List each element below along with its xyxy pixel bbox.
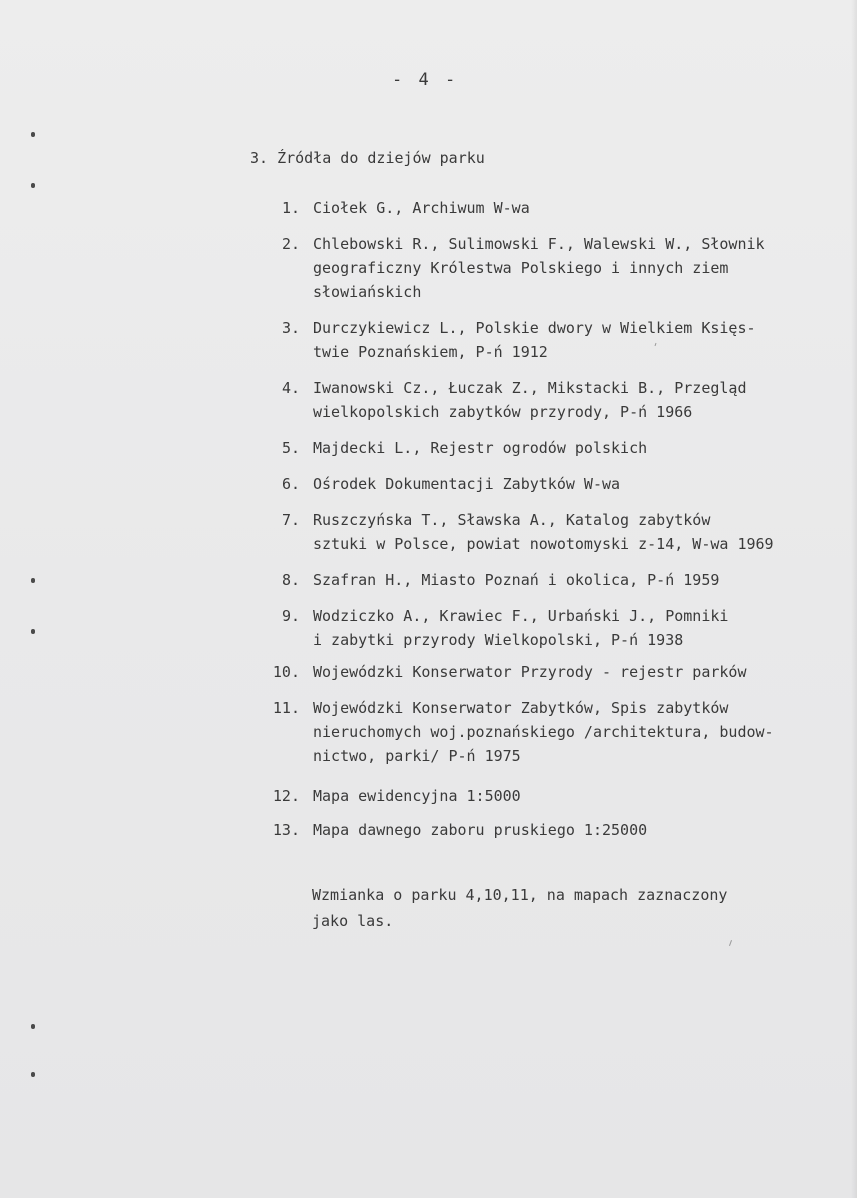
- item-text: [313, 784, 853, 808]
- item-line: Szafran H., Miasto Poznań i okolica, P-ń 1959: [313, 571, 720, 589]
- item-line: twie Poznańskiem, P-ń 1912: [313, 343, 548, 361]
- item-text: [313, 660, 853, 684]
- item-text: [313, 604, 853, 652]
- item-number: 4.: [281, 379, 300, 397]
- item-line: Ośrodek Dokumentacji Zabytków W-wa: [313, 475, 621, 493]
- page-edge-shadow: [851, 0, 857, 1198]
- item-number: 12.: [272, 787, 300, 805]
- item-line: Wojewódzki Konserwator Zabytków, Spis zabytków: [313, 699, 729, 717]
- item-line: sztuki w Polsce, powiat nowotomyski z-14, W-wa 1969: [313, 535, 774, 553]
- binder-hole-mark: [31, 629, 35, 634]
- item-line: wielkopolskich zabytków przyrody, P-ń 1966: [313, 403, 693, 421]
- note-line: jako las.: [312, 912, 394, 930]
- item-line: Wodziczko A., Krawiec F., Urbański J., Pomniki: [313, 607, 729, 625]
- binder-hole-mark: [31, 1024, 35, 1029]
- item-number: 11.: [272, 699, 300, 717]
- binder-hole-mark: [31, 183, 35, 188]
- item-text: [313, 568, 853, 592]
- item-number: 3.: [281, 319, 300, 337]
- item-number: 10.: [272, 663, 300, 681]
- item-line: nictwo, parki/ P-ń 1975: [313, 747, 521, 765]
- binder-hole-mark: [31, 578, 35, 583]
- item-line: Chlebowski R., Sulimowski F., Walewski W., Słownik: [313, 235, 765, 253]
- item-line: Ciołek G., Archiwum W-wa: [313, 199, 530, 217]
- item-text: [313, 818, 853, 842]
- item-line: Wojewódzki Konserwator Przyrody - rejestr parków: [313, 663, 747, 681]
- item-text: [313, 196, 853, 220]
- item-number: 5.: [281, 439, 300, 457]
- item-text: [313, 316, 853, 364]
- item-number: 13.: [272, 821, 300, 839]
- item-line: nieruchomych woj.poznańskiego /architektura, budow-: [313, 723, 774, 741]
- item-line: Mapa ewidencyjna 1:5000: [313, 787, 521, 805]
- binder-hole-mark: [31, 132, 35, 137]
- section-heading: 3. Źródła do dziejów parku: [250, 149, 485, 167]
- item-number: 1.: [281, 199, 300, 217]
- item-line: Durczykiewicz L., Polskie dwory w Wielkiem Księs-: [313, 319, 756, 337]
- item-line: i zabytki przyrody Wielkopolski, P-ń 1938: [313, 631, 684, 649]
- item-number: 7.: [281, 511, 300, 529]
- item-text: [313, 472, 853, 496]
- item-line: słowiańskich: [313, 283, 422, 301]
- item-text: [313, 508, 853, 556]
- item-text: [313, 436, 853, 460]
- item-text: [313, 376, 853, 424]
- item-number: 2.: [281, 235, 300, 253]
- item-line: Iwanowski Cz., Łuczak Z., Mikstacki B., Przegląd: [313, 379, 747, 397]
- note-paragraph: [312, 882, 727, 934]
- item-number: 9.: [281, 607, 300, 625]
- item-line: geograficzny Królestwa Polskiego i innych ziem: [313, 259, 729, 277]
- item-line: Ruszczyńska T., Sławska A., Katalog zabytków: [313, 511, 711, 529]
- note-line: Wzmianka o parku 4,10,11, na mapach zaznaczony: [312, 886, 728, 904]
- item-number: 8.: [281, 571, 300, 589]
- item-line: Mapa dawnego zaboru pruskiego 1:25000: [313, 821, 648, 839]
- item-text: [313, 696, 853, 768]
- binder-hole-mark: [31, 1072, 35, 1077]
- paper-speck: [729, 940, 732, 946]
- page-number: - 4 -: [392, 70, 459, 90]
- item-line: Majdecki L., Rejestr ogrodów polskich: [313, 439, 648, 457]
- item-text: [313, 232, 853, 304]
- item-number: 6.: [281, 475, 300, 493]
